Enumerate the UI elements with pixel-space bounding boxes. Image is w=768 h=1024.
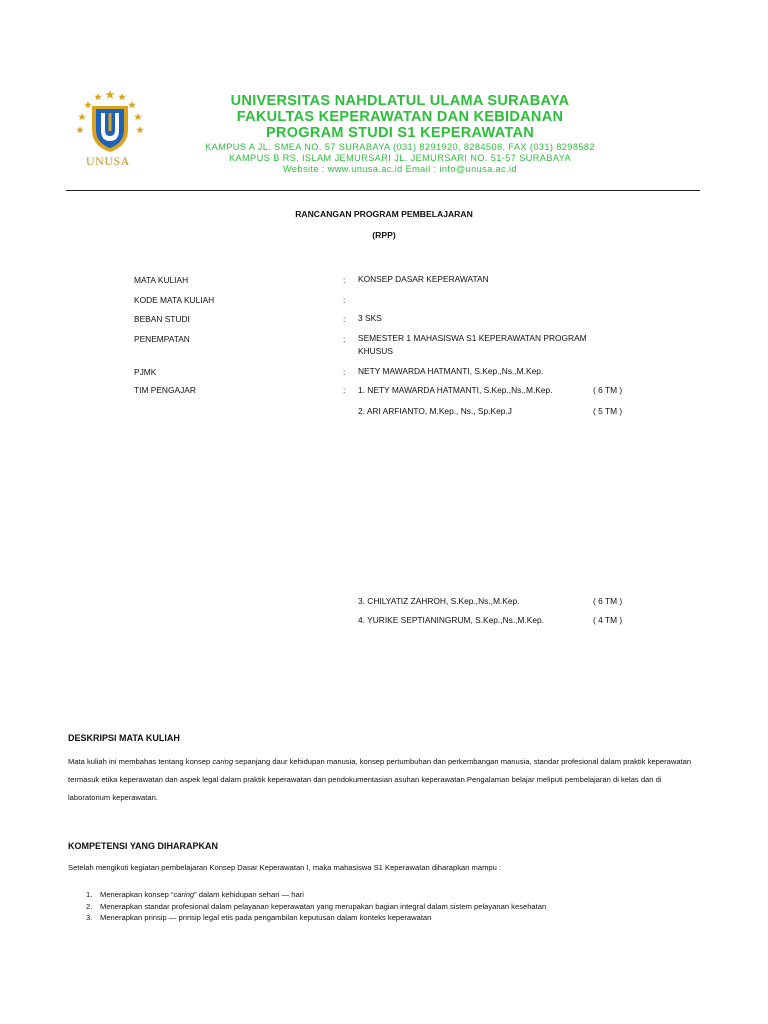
description-text: Mata kuliah ini membahas tentang konsep caring sepanjang daur kehidupan manusia, konsep pertumbuhan dan perkembangan manusia, standar profesional dalam praktik keperawatan termasuk etika keperawatan dan aspek legal dalam praktik keperawatan dan pendokumentasian asuhan keperawatan.Pengalaman belajar meliputi pembelajaran di kelas dan di laboratorium keperawatan. <box>68 757 692 802</box>
value-pjmk: NETY MAWARDA HATMANTI, S.Kep.,Ns.,M.Kep. <box>358 366 544 376</box>
colon: : <box>343 314 346 324</box>
competency-list <box>86 889 546 924</box>
list-item: 3. Menerapkan prinsip — prinsip legal etis pada pengambilan keputusan dalam konteks keperawatan <box>86 913 432 922</box>
university-name: UNIVERSITAS NAHDLATUL ULAMA SURABAYA <box>230 93 570 109</box>
label-kode-mata-kuliah: KODE MATA KULIAH <box>134 295 215 305</box>
header-divider <box>66 190 700 191</box>
label-pjmk: PJMK <box>134 367 157 377</box>
team-member-name: 3. CHILYATIZ ZAHROH, S.Kep.,Ns.,M.Kep. <box>358 596 520 606</box>
team-member-name: 4. YURIKE SEPTIANINGRUM, S.Kep.,Ns.,M.Kep. <box>358 615 545 625</box>
list-item: 1. Menerapkan konsep “caring” dalam kehidupan sehari — hari <box>86 890 304 899</box>
colon: : <box>343 367 346 377</box>
value-mata-kuliah: KONSEP DASAR KEPERAWATAN <box>358 274 489 284</box>
team-member-name: 2. ARI ARFIANTO, M.Kep., Ns., Sp.Kep.J <box>358 406 512 416</box>
list-item: 2. Menerapkan standar profesional dalam pelayanan keperawatan yang merupakan bagian integral dalam sistem pelayanan kesehatan <box>86 901 547 911</box>
campus-a-address: KAMPUS A JL. SMEA NO. 57 SURABAYA (031) 8291920, 8284508, FAX (031) 8298582 <box>205 142 595 152</box>
competency-intro: Setelah mengikuti kegiatan pembelajaran Konsep Dasar Keperawatan I, maka mahasiswa S1 Keperawatan diharapkan mampu : <box>68 863 502 872</box>
colon: : <box>343 334 346 344</box>
contact-info: Website : www.unusa.ac.id Email : info@unusa.ac.id <box>283 164 517 174</box>
team-member-tm: ( 6 TM ) <box>593 596 623 606</box>
value-penempatan: SEMESTER 1 MAHASISWA S1 KEPERAWATAN PROGRAM KHUSUS <box>358 333 587 356</box>
competency-heading: KOMPETENSI YANG DIHARAPKAN <box>68 841 219 851</box>
description-heading: DESKRIPSI MATA KULIAH <box>68 733 180 743</box>
team-member-tm: ( 6 TM ) <box>593 385 623 395</box>
label-mata-kuliah: MATA KULIAH <box>134 275 189 285</box>
faculty-name: FAKULTAS KEPERAWATAN DAN KEBIDANAN <box>236 109 564 125</box>
document-title: RANCANGAN PROGRAM PEMBELAJARAN <box>295 209 473 219</box>
colon: : <box>343 295 346 305</box>
logo-text: UNUSA <box>86 154 130 168</box>
team-member-tm: ( 5 TM ) <box>593 406 623 416</box>
label-beban-studi: BEBAN STUDI <box>134 314 190 324</box>
campus-b-address: KAMPUS B RS. ISLAM JEMURSARI JL. JEMURSARI NO. 51-57 SURABAYA <box>228 153 572 163</box>
program-name: PROGRAM STUDI S1 KEPERAWATAN <box>265 125 535 141</box>
label-tim-pengajar: TIM PENGAJAR <box>134 385 196 395</box>
team-member-name: 1. NETY MAWARDA HATMANTI, S.Kep.,Ns.,M.Kep. <box>358 385 553 395</box>
colon: : <box>343 385 346 395</box>
label-penempatan: PENEMPATAN <box>134 334 190 344</box>
team-member-tm: ( 4 TM ) <box>593 615 623 625</box>
document-subtitle: (RPP) <box>372 230 396 240</box>
value-beban-studi: 3 SKS <box>358 313 382 323</box>
colon: : <box>343 275 346 285</box>
